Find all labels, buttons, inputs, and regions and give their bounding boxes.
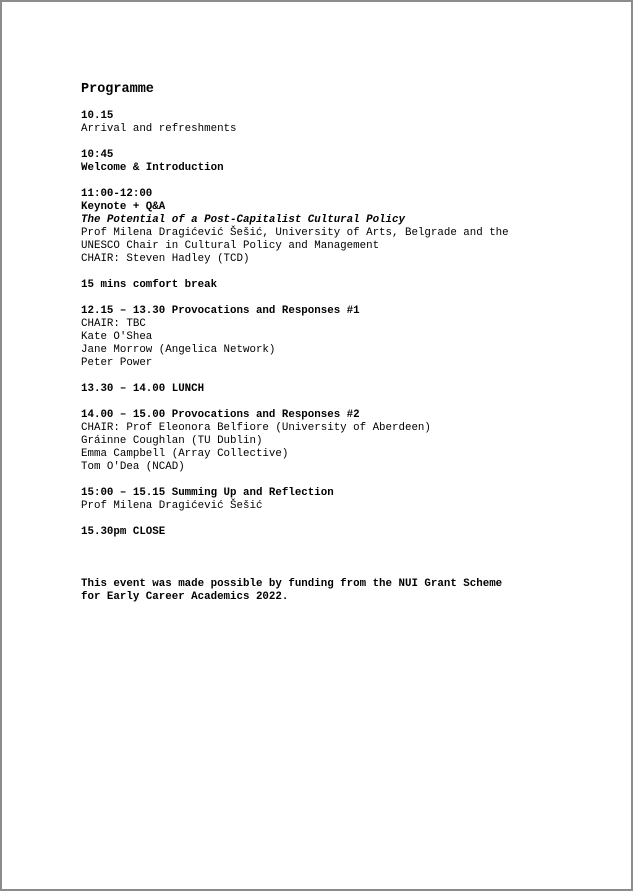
session-welcome <box>81 149 601 175</box>
session-heading: 14.00 – 15.00 Provocations and Responses #2 <box>81 409 360 421</box>
session-line: Emma Campbell (Array Collective) <box>81 448 289 460</box>
session-line: Tom O'Dea (NCAD) <box>81 461 185 473</box>
session-time: 11:00-12:00 <box>81 188 153 200</box>
session-line: Jane Morrow (Angelica Network) <box>81 344 276 356</box>
session-heading: 15.30pm CLOSE <box>81 526 166 538</box>
session-line: Gráinne Coughlan (TU Dublin) <box>81 435 263 447</box>
session-keynote <box>81 188 601 266</box>
session-line: UNESCO Chair in Cultural Policy and Management <box>81 240 380 252</box>
page-title: Programme <box>81 82 154 97</box>
session-line: CHAIR: Prof Eleonora Belfiore (University of Aberdeen) <box>81 422 431 434</box>
session-line: Kate O'Shea <box>81 331 153 343</box>
session-heading: 15 mins comfort break <box>81 279 218 291</box>
funding-note <box>81 578 601 604</box>
session-line: Prof Milena Dragićević Šešić <box>81 500 263 512</box>
funding-note-line: This event was made possible by funding from the NUI Grant Scheme <box>81 578 503 590</box>
session-time: 10:45 <box>81 149 114 161</box>
session-break <box>81 279 601 292</box>
programme-content <box>81 82 601 604</box>
session-line: Arrival and refreshments <box>81 123 237 135</box>
session-line: CHAIR: TBC <box>81 318 146 330</box>
session-line: CHAIR: Steven Hadley (TCD) <box>81 253 250 265</box>
funding-note-line: for Early Career Academics 2022. <box>81 591 289 603</box>
keynote-talk-title: The Potential of a Post-Capitalist Cultural Policy <box>81 214 405 226</box>
session-provocations-1 <box>81 305 601 370</box>
session-heading: 15:00 – 15.15 Summing Up and Reflection <box>81 487 334 499</box>
session-heading: Keynote + Q&A <box>81 201 166 213</box>
session-summing-up <box>81 487 601 513</box>
session-lunch <box>81 383 601 396</box>
session-line: Welcome & Introduction <box>81 162 224 174</box>
session-line: Peter Power <box>81 357 153 369</box>
session-time: 10.15 <box>81 110 114 122</box>
session-heading: 13.30 – 14.00 LUNCH <box>81 383 205 395</box>
session-heading: 12.15 – 13.30 Provocations and Responses #1 <box>81 305 360 317</box>
session-line: Prof Milena Dragićević Šešić, University of Arts, Belgrade and the <box>81 227 509 239</box>
session-provocations-2 <box>81 409 601 474</box>
session-arrival <box>81 110 601 136</box>
session-close <box>81 526 601 539</box>
